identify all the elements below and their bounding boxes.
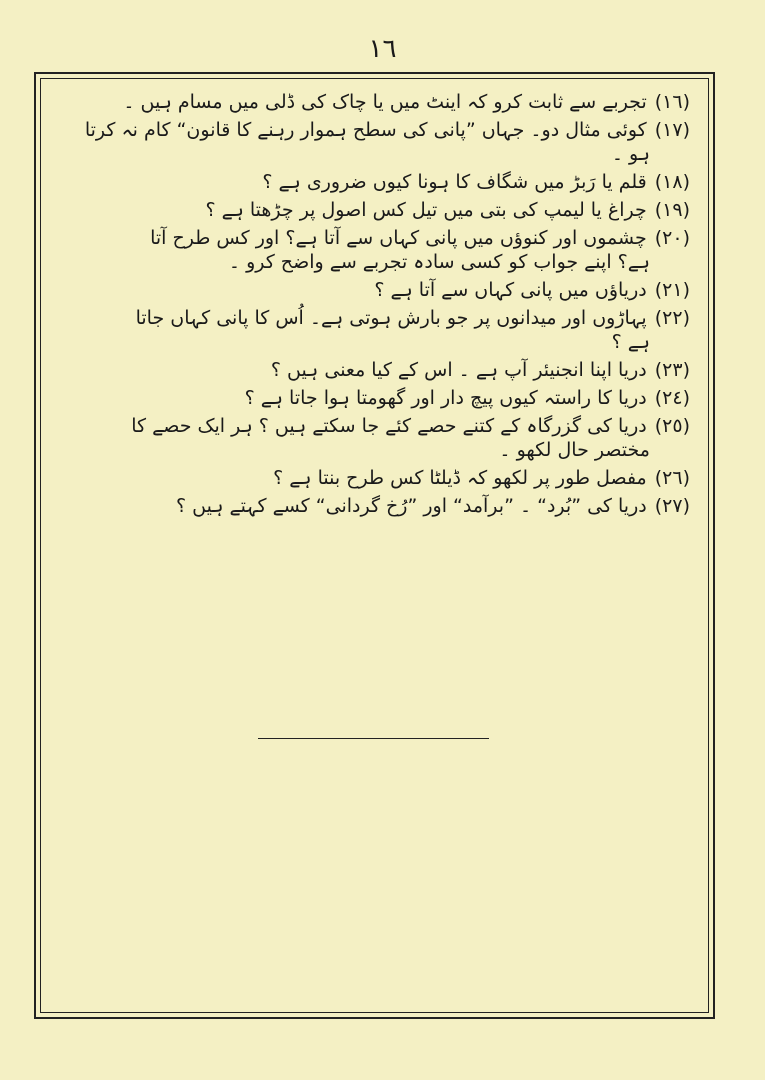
question-text: قلم یا رَبڑ میں شگاف کا ہونا کیوں ضروری ہے ؟ xyxy=(262,171,647,193)
question-17 xyxy=(58,118,690,166)
question-text: دریا اپنا انجنیئر آپ ہے ۔ اس کے کیا معنی ہیں ؟ xyxy=(270,359,647,381)
question-text: دریا کی گزرگاہ کے کتنے حصے کئے جا سکتے ہیں ؟ ہر ایک حصے کا xyxy=(131,415,647,437)
question-text: دریا کی ”بُرد“ ۔ ”برآمد“ اور ”رُخ گردانی“ کسے کہتے ہیں ؟ xyxy=(176,495,647,517)
question-22 xyxy=(58,306,690,354)
question-number: (٢٤) xyxy=(654,387,690,409)
question-number: (٢٠) xyxy=(654,227,690,249)
question-text: دریاؤں میں پانی کہاں سے آتا ہے ؟ xyxy=(374,279,647,301)
question-text: چراغ یا لیمپ کی بتی میں تیل کس اصول پر چڑھتا ہے ؟ xyxy=(205,199,647,221)
question-number: (٢١) xyxy=(654,279,690,301)
question-25 xyxy=(58,414,690,462)
question-text-continuation: ہے؟ اپنے جواب کو کسی سادہ تجربے سے واضح کرو ۔ xyxy=(228,251,650,273)
question-text-continuation: ہے ؟ xyxy=(611,331,650,353)
question-18 xyxy=(58,170,690,194)
question-text: مفصل طور پر لکھو کہ ڈیلٹا کس طرح بنتا ہے ؟ xyxy=(273,467,647,489)
question-number: (١٦) xyxy=(654,91,690,113)
question-number: (٢٣) xyxy=(654,359,690,381)
question-26 xyxy=(58,466,690,490)
question-number: (٢٥) xyxy=(654,415,690,437)
question-21 xyxy=(58,278,690,302)
question-27 xyxy=(58,494,690,518)
question-number: (٢٧) xyxy=(654,495,690,517)
question-number: (١٩) xyxy=(654,199,690,221)
question-24 xyxy=(58,386,690,410)
question-20 xyxy=(58,226,690,274)
end-rule-divider xyxy=(258,738,489,739)
page-number: ١٦ xyxy=(368,34,397,64)
question-text-continuation: مختصر حال لکھو ۔ xyxy=(499,439,650,461)
question-text: دریا کا راستہ کیوں پیچ دار اور گھومتا ہوا جاتا ہے ؟ xyxy=(244,387,647,409)
question-text: تجربے سے ثابت کرو کہ اینٹ میں یا چاک کی ڈلی میں مسام ہیں ۔ xyxy=(123,91,647,113)
question-number: (١٧) xyxy=(654,119,690,141)
question-number: (٢٦) xyxy=(654,467,690,489)
question-number: (٢٢) xyxy=(654,307,690,329)
question-number: (١٨) xyxy=(654,171,690,193)
question-text: کوئی مثال دو۔ جہاں ”پانی کی سطح ہموار رہنے کا قانون“ کام نہ کرتا xyxy=(84,119,647,141)
question-text: چشموں اور کنوؤں میں پانی کہاں سے آتا ہے؟ اور کس طرح آتا xyxy=(150,227,647,249)
question-16 xyxy=(58,90,690,114)
question-text-continuation: ہو ۔ xyxy=(611,143,650,165)
questions-list xyxy=(58,90,690,522)
question-19 xyxy=(58,198,690,222)
question-23 xyxy=(58,358,690,382)
question-text: پہاڑوں اور میدانوں پر جو بارش ہوتی ہے۔ اُس کا پانی کہاں جاتا xyxy=(135,307,647,329)
